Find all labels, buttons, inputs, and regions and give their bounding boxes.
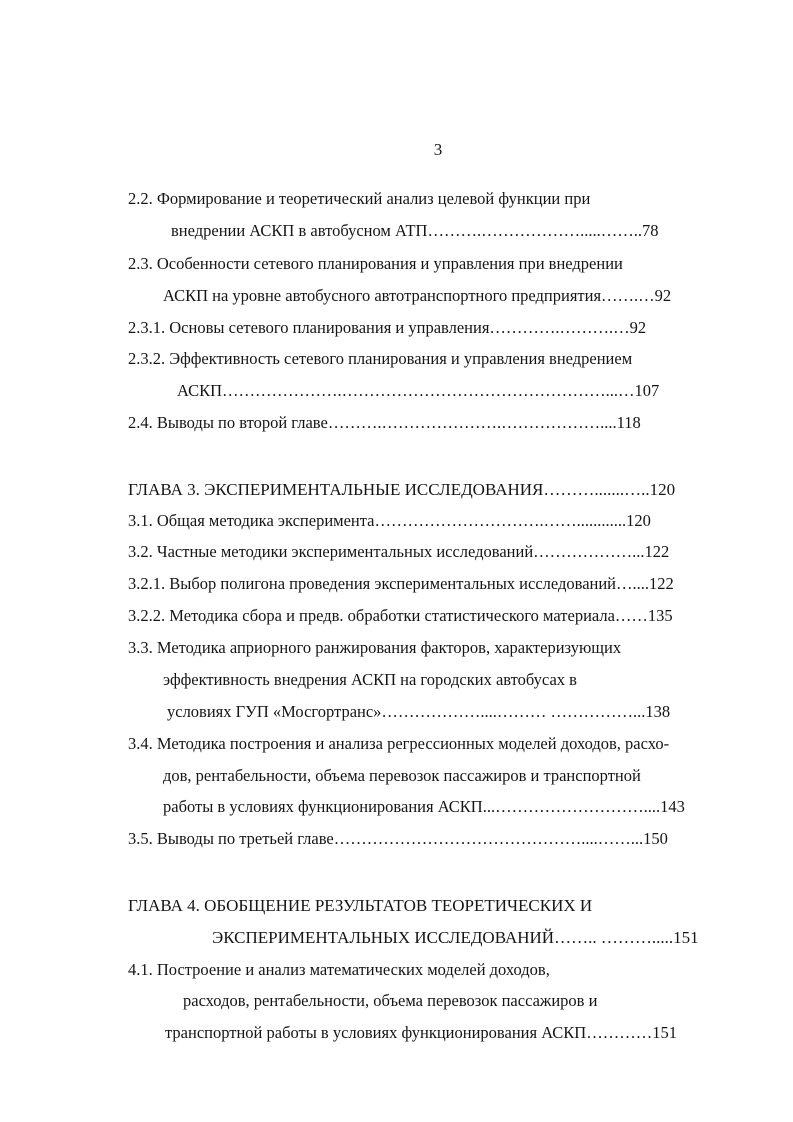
toc-entry: дов, рентабельности, объема перевозок пассажиров и транспортной [163, 766, 641, 785]
toc-entry: 2.4. Выводы по второй главе……….………………….………………....118 [128, 413, 641, 432]
toc-entry: внедрении АСКП в автобусном АТП……….……………….....……..78 [171, 221, 659, 240]
toc-entry: 2.3.1. Основы сетевого планирования и управления………….……….…92 [128, 318, 647, 337]
toc-chapter-heading: ГЛАВА 3. ЭКСПЕРИМЕНТАЛЬНЫЕ ИССЛЕДОВАНИЯ……….......…..120 [128, 480, 676, 499]
toc-entry: 3.3. Методика априорного ранжирования факторов, характеризующих [128, 638, 622, 657]
toc-entry: 3.5. Выводы по третьей главе………………………………………....……...150 [128, 829, 668, 848]
toc-entry: транспортной работы в условиях функционирования АСКП…………151 [165, 1023, 677, 1042]
page-number: 3 [433, 140, 443, 159]
toc-entry: 3.2.2. Методика сбора и предв. обработки статистического материала……135 [128, 606, 673, 625]
toc-entry: 3.1. Общая методика эксперимента………………………….……............120 [128, 511, 651, 530]
toc-entry: 2.2. Формирование и теоретический анализ целевой функции при [128, 189, 591, 208]
toc-entry: условиях ГУП «Мосгортранс»………………....……… ……………...138 [167, 702, 671, 721]
toc-entry: 3.2.1. Выбор полигона проведения экспериментальных исследований…....122 [128, 574, 674, 593]
toc-entry: работы в условиях функционирования АСКП...………………………....143 [163, 797, 685, 816]
toc-chapter-heading: ЭКСПЕРИМЕНТАЛЬНЫХ ИССЛЕДОВАНИЙ…….. ……….....151 [212, 928, 699, 947]
toc-entry: 3.4. Методика построения и анализа регрессионных моделей доходов, расхо- [128, 734, 670, 753]
toc-entry: 4.1. Построение и анализ математических моделей доходов, [128, 960, 550, 979]
toc-entry: 2.3.2. Эффективность сетевого планирования и управления внедрением [128, 349, 633, 368]
toc-entry: АСКП на уровне автобусного автотранспортного предприятия…….…92 [163, 286, 672, 305]
toc-chapter-heading: ГЛАВА 4. ОБОБЩЕНИЕ РЕЗУЛЬТАТОВ ТЕОРЕТИЧЕСКИХ И [128, 896, 593, 915]
toc-entry: эффективность внедрения АСКП на городских автобусах в [163, 670, 577, 689]
toc-entry: АСКП………………….…………………………………………...…107 [177, 381, 660, 400]
toc-entry: 3.2. Частные методики экспериментальных исследований………………...122 [128, 542, 670, 561]
toc-entry: 2.3. Особенности сетевого планирования и управления при внедрении [128, 254, 623, 273]
toc-entry: расходов, рентабельности, объема перевозок пассажиров и [183, 991, 598, 1010]
